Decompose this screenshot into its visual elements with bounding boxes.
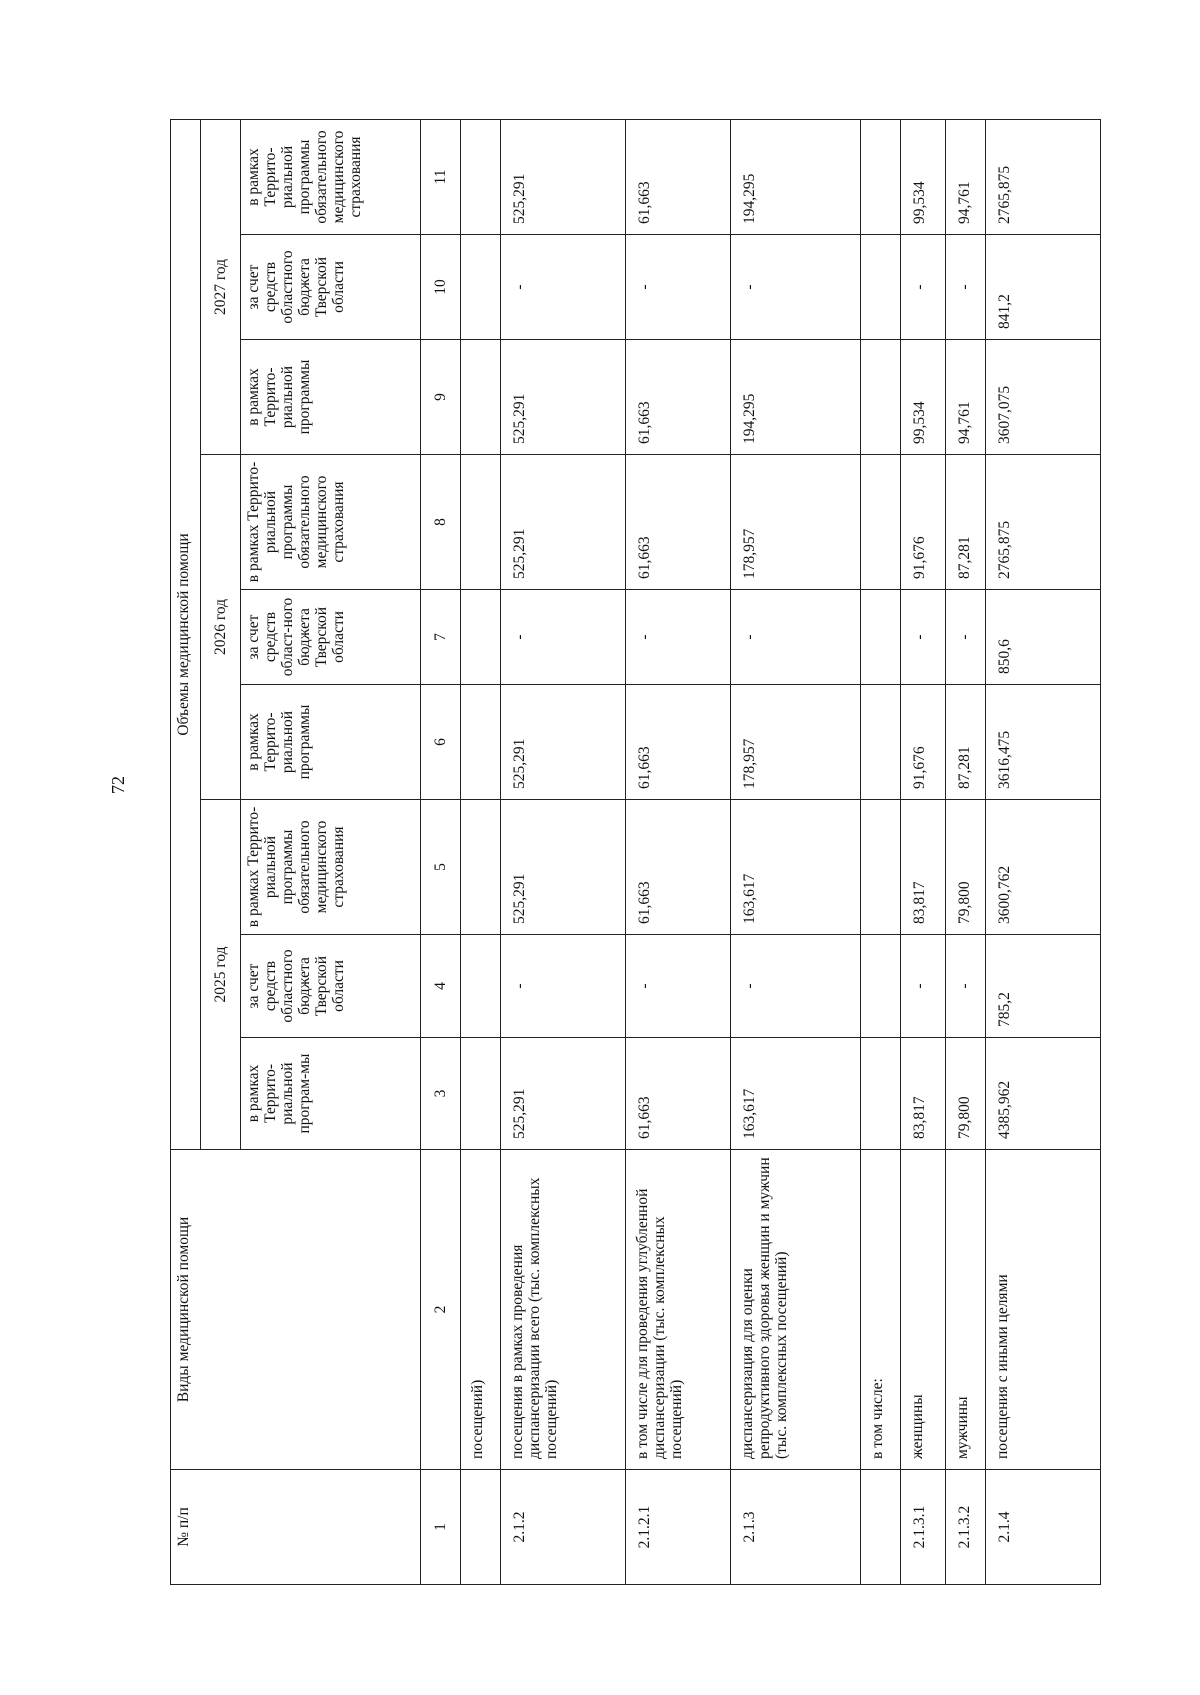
value-cell: 94,761 (946, 340, 986, 455)
value-cell: 83,817 (901, 1038, 946, 1150)
column-number: 7 (421, 590, 461, 685)
value-cell (861, 455, 901, 590)
value-cell: 61,663 (626, 340, 731, 455)
table-row (861, 119, 901, 1584)
value-cell (861, 235, 901, 340)
value-cell (461, 685, 501, 800)
value-cell: 163,617 (731, 800, 861, 935)
value-cell (461, 340, 501, 455)
column-number: 2 (421, 1150, 461, 1470)
medical-care-volumes-table (170, 119, 1101, 1585)
column-number: 4 (421, 935, 461, 1038)
row-code: 2.1.4 (986, 1470, 1101, 1585)
subcolumn-header: в рамках Террито-риальной программы (241, 685, 421, 800)
value-cell (861, 1038, 901, 1150)
header-year-2025: 2025 год (201, 800, 241, 1150)
subcolumn-header: в рамках Террито-риальной программы обязательного медицинского страхования (241, 119, 421, 234)
value-cell: - (731, 590, 861, 685)
value-cell: 3616,475 (986, 685, 1101, 800)
value-cell (861, 340, 901, 455)
value-cell: - (946, 235, 986, 340)
value-cell: 194,295 (731, 340, 861, 455)
value-cell: 61,663 (626, 455, 731, 590)
value-cell: 2765,875 (986, 455, 1101, 590)
column-number: 6 (421, 685, 461, 800)
table-row (626, 119, 731, 1584)
value-cell: 178,957 (731, 455, 861, 590)
row-code: 2.1.3 (731, 1470, 861, 1585)
row-code: 2.1.3.1 (901, 1470, 946, 1585)
value-cell: 91,676 (901, 685, 946, 800)
value-cell: - (501, 235, 626, 340)
value-cell (461, 235, 501, 340)
subcolumn-header: в рамках Террито-риальной программы (241, 340, 421, 455)
column-number: 3 (421, 1038, 461, 1150)
table-row (901, 119, 946, 1584)
subcolumn-header: за счет средств област-ного бюджета Тверской области (241, 590, 421, 685)
value-cell (461, 455, 501, 590)
value-cell: - (501, 935, 626, 1038)
value-cell: 87,281 (946, 685, 986, 800)
table-row (986, 119, 1101, 1584)
value-cell: 61,663 (626, 800, 731, 935)
subcolumn-header: в рамках Террито-риальной программы обязательного медицинского страхования (241, 455, 421, 590)
table-row (946, 119, 986, 1584)
subcolumn-header: за счет средств областного бюджета Тверской области (241, 235, 421, 340)
value-cell: 525,291 (501, 800, 626, 935)
value-cell (461, 1038, 501, 1150)
value-cell: 91,676 (901, 455, 946, 590)
value-cell: - (731, 935, 861, 1038)
value-cell: 525,291 (501, 340, 626, 455)
value-cell (861, 119, 901, 234)
table-row (501, 119, 626, 1584)
header-year-2027: 2027 год (201, 119, 241, 454)
value-cell: - (901, 590, 946, 685)
header-kind: Виды медицинской помощи (171, 1150, 421, 1470)
row-code: 2.1.2.1 (626, 1470, 731, 1585)
value-cell: - (626, 935, 731, 1038)
value-cell (461, 590, 501, 685)
subcolumn-header: за счет средств областного бюджета Тверской области (241, 935, 421, 1038)
value-cell (861, 685, 901, 800)
value-cell: 3607,075 (986, 340, 1101, 455)
value-cell: - (946, 935, 986, 1038)
value-cell: 79,800 (946, 800, 986, 935)
value-cell (861, 590, 901, 685)
value-cell: 2765,875 (986, 119, 1101, 234)
value-cell: 841,2 (986, 235, 1101, 340)
value-cell (461, 935, 501, 1038)
value-cell (461, 800, 501, 935)
value-cell: - (946, 590, 986, 685)
value-cell: 99,534 (901, 340, 946, 455)
value-cell: 79,800 (946, 1038, 986, 1150)
value-cell: 785,2 (986, 935, 1101, 1038)
value-cell: - (731, 235, 861, 340)
row-name: женщины (901, 1150, 946, 1470)
value-cell (461, 119, 501, 234)
value-cell: - (626, 590, 731, 685)
column-number: 5 (421, 800, 461, 935)
value-cell: - (626, 235, 731, 340)
row-name: посещения в рамках проведения диспансеризации всего (тыс. комплексных посещений) (501, 1150, 626, 1470)
header-volumes: Объемы медицинской помощи (171, 119, 201, 1149)
row-name: диспансеризация для оценки репродуктивного здоровья женщин и мужчин (тыс. комплексных посещений) (731, 1150, 861, 1470)
table-row (731, 119, 861, 1584)
row-code (861, 1470, 901, 1585)
value-cell: 61,663 (626, 119, 731, 234)
column-number: 1 (421, 1470, 461, 1585)
row-code: 2.1.2 (501, 1470, 626, 1585)
row-code (461, 1470, 501, 1585)
header-year-2026: 2026 год (201, 455, 241, 800)
value-cell (861, 800, 901, 935)
value-cell: 525,291 (501, 119, 626, 234)
value-cell: 87,281 (946, 455, 986, 590)
table-row (461, 119, 501, 1584)
row-code: 2.1.3.2 (946, 1470, 986, 1585)
value-cell: 83,817 (901, 800, 946, 935)
value-cell: 61,663 (626, 685, 731, 800)
value-cell (861, 935, 901, 1038)
document-page (108, 120, 1100, 1585)
value-cell: 4385,962 (986, 1038, 1101, 1150)
value-cell: 99,534 (901, 119, 946, 234)
value-cell: 194,295 (731, 119, 861, 234)
column-number: 8 (421, 455, 461, 590)
value-cell: 850,6 (986, 590, 1101, 685)
row-name: в том числе: (861, 1150, 901, 1470)
subcolumn-header: в рамках Террито-риальной программы обязательного медицинского страхования (241, 800, 421, 935)
column-number: 10 (421, 235, 461, 340)
value-cell: - (901, 935, 946, 1038)
row-name: посещений) (461, 1150, 501, 1470)
page-number: 72 (108, 776, 128, 794)
value-cell: 3600,762 (986, 800, 1101, 935)
header-no: № п/п (171, 1470, 421, 1585)
value-cell: 94,761 (946, 119, 986, 234)
value-cell: - (501, 590, 626, 685)
value-cell: 525,291 (501, 455, 626, 590)
row-name: мужчины (946, 1150, 986, 1470)
row-name: посещения с иными целями (986, 1150, 1101, 1470)
value-cell: 525,291 (501, 1038, 626, 1150)
column-number: 11 (421, 119, 461, 234)
value-cell: - (901, 235, 946, 340)
value-cell: 178,957 (731, 685, 861, 800)
row-name: в том числе для проведения углубленной диспансеризации (тыс. комплексных посещений) (626, 1150, 731, 1470)
value-cell: 163,617 (731, 1038, 861, 1150)
value-cell: 525,291 (501, 685, 626, 800)
subcolumn-header: в рамках Террито-риальной програм-мы (241, 1038, 421, 1150)
column-number: 9 (421, 340, 461, 455)
value-cell: 61,663 (626, 1038, 731, 1150)
